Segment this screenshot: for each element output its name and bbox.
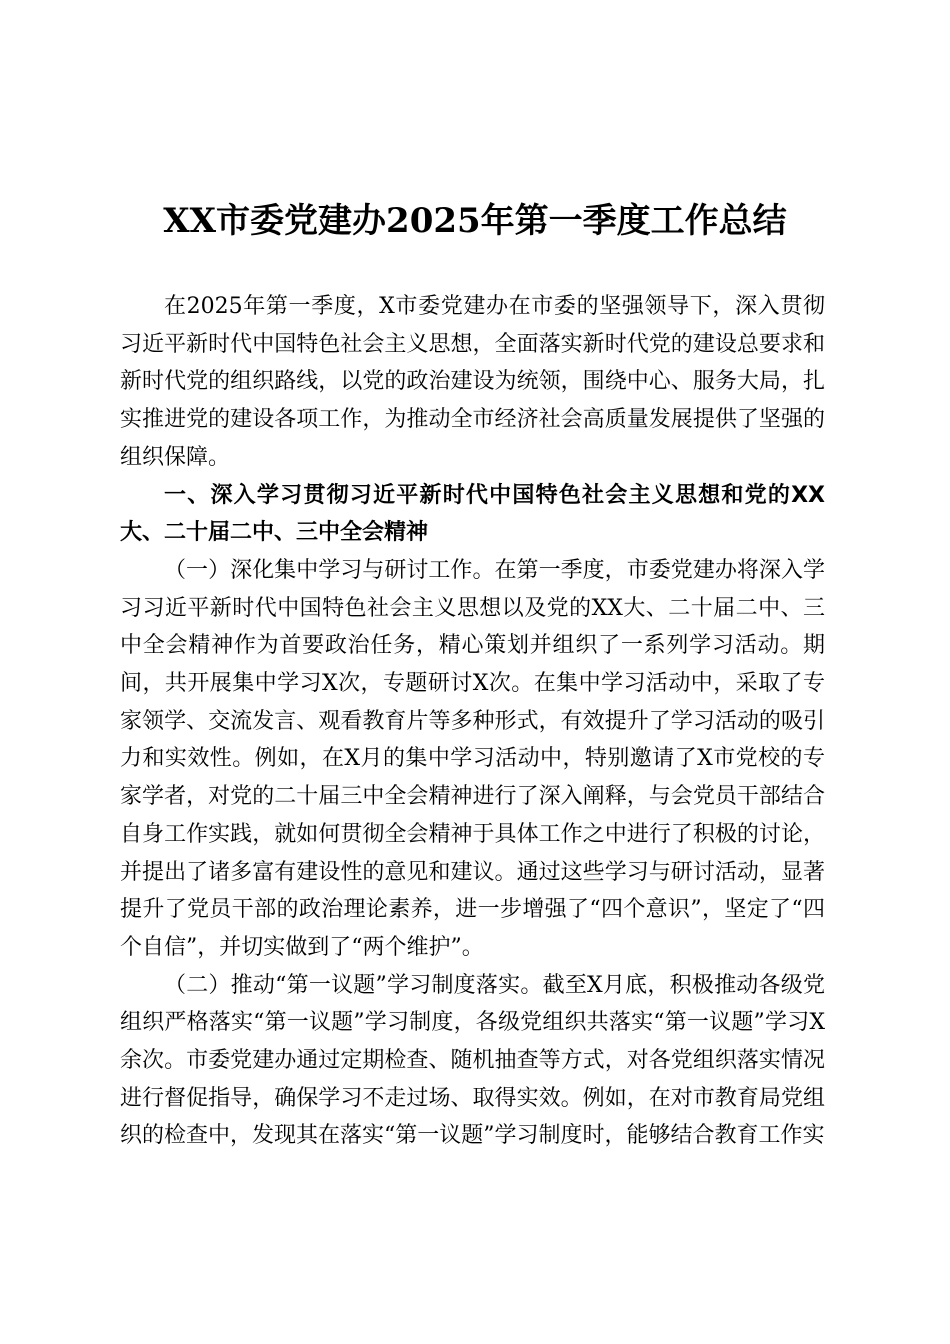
intro-paragraph: 在2025年第一季度，X市委党建办在市委的坚强领导下，深入贯彻习近平新时代中国特色社会主义思想，全面落实新时代党的建设总要求和新时代党的组织路线，以党的政治建设为统领，围绕中心、服务大局，扎实推进党的建设各项工作，为推动全市经济社会高质量发展提供了坚强的组织保障。 xyxy=(120,294,825,470)
subsection-1-label: （一）深化集中学习与研讨工作。 xyxy=(164,557,495,583)
subsection-2-paragraph xyxy=(120,967,825,1156)
subsection-1-paragraph xyxy=(120,552,825,967)
subsection-2-text: 截至X月底，积极推动各级党组织严格落实“第一议题”学习制度，各级党组织共落实“第一议题”学习X余次。市委党建办通过定期检查、随机抽查等方式，对各党组织落实情况进行督促指导，确保学习不走过场、取得实效。例如，在对市教育局党组织的检查中，发现其在落实“第一议题”学习制度时，能够结合教育工作实 xyxy=(120,972,825,1149)
document-title: XX市委党建办2025年第一季度工作总结 xyxy=(163,201,787,241)
subsection-2-label: （二）推动“第一议题”学习制度落实。 xyxy=(164,972,543,998)
subsection-1-text: 在第一季度，市委党建办将深入学习习近平新时代中国特色社会主义思想以及党的XX大、二十届二中、三中全会精神作为首要政治任务，精心策划并组织了一系列学习活动。期间，共开展集中学习X次，专题研讨X次。在集中学习活动中，采取了专家领学、交流发言、观看教育片等多种形式，有效提升了学习活动的吸引力和实效性。例如，在X月的集中学习活动中，特别邀请了X市党校的专家学者，对党的二十届三中全会精神进行了深入阐释，与会党员干部结合自身工作实践，就如何贯彻全会精神于具体工作之中进行了积极的讨论，并提出了诸多富有建设性的意见和建议。通过这些学习与研讨活动，显著提升了党员干部的政治理论素养，进一步增强了“四个意识”，坚定了“四个自信”，并切实做到了“两个维护”。 xyxy=(120,557,825,960)
document-body xyxy=(120,288,825,1155)
section-heading-1: 一、深入学习贯彻习近平新时代中国特色社会主义思想和党的XX大、二十届二中、三中全会精神 xyxy=(120,482,825,546)
